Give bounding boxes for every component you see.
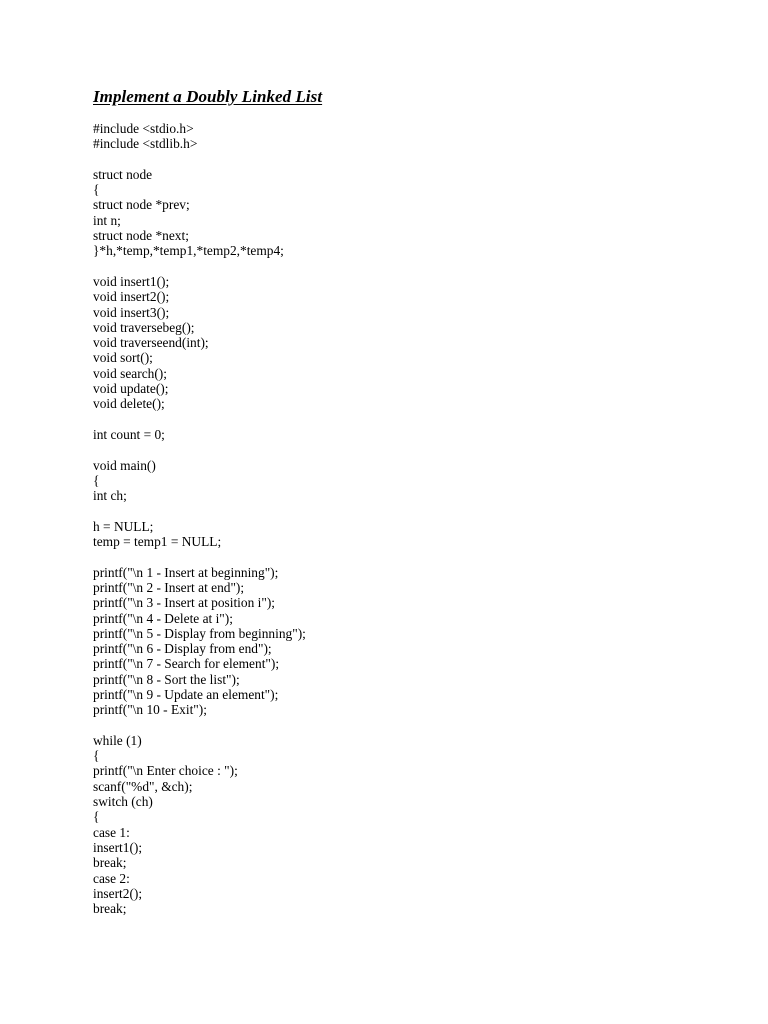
code-line: printf("\n 9 - Update an element"); [93,686,279,702]
code-line: break; [93,855,127,871]
code-line: void delete(); [93,396,165,412]
code-line: { [93,809,100,825]
code-line: void update(); [93,381,169,397]
code-line: printf("\n Enter choice : "); [93,763,238,779]
code-line: }*h,*temp,*temp1,*temp2,*temp4; [93,243,284,259]
code-line: struct node *prev; [93,197,190,213]
blank-line [93,259,306,274]
code-line: scanf("%d", &ch); [93,778,193,794]
code-line: printf("\n 6 - Display from end"); [93,641,272,657]
code-line: printf("\n 4 - Delete at i"); [93,610,233,626]
code-line: void sort(); [93,350,153,366]
code-line: printf("\n 8 - Sort the list"); [93,671,240,687]
code-line: printf("\n 1 - Insert at beginning"); [93,564,279,580]
code-line: void insert3(); [93,304,170,320]
blank-line [93,412,306,427]
code-line: struct node [93,166,153,182]
code-line: void insert1(); [93,273,170,289]
code-line: int count = 0; [93,426,165,442]
code-line: { [93,748,100,764]
code-line: case 1: [93,824,130,840]
blank-line [93,152,306,167]
blank-line [93,503,306,518]
code-block [93,121,306,916]
code-line: printf("\n 3 - Insert at position i"); [93,595,276,611]
blank-line [93,718,306,733]
code-line: { [93,472,100,488]
code-line: printf("\n 10 - Exit"); [93,702,207,718]
document-title: Implement a Doubly Linked List [93,87,323,106]
code-line: insert2(); [93,885,143,901]
code-line: void traversebeg(); [93,319,195,335]
code-line: void traverseend(int); [93,335,209,351]
code-line: case 2: [93,870,130,886]
code-line: while (1) [93,732,142,748]
code-line: #include <stdio.h> [93,121,194,136]
code-line: void search(); [93,365,167,381]
code-line: h = NULL; [93,518,154,534]
code-line: printf("\n 5 - Display from beginning"); [93,625,306,641]
code-line: temp = temp1 = NULL; [93,534,222,550]
code-line: switch (ch) [93,794,153,810]
code-line: void insert2(); [93,289,170,305]
code-line: printf("\n 2 - Insert at end"); [93,579,245,595]
code-line: struct node *next; [93,228,189,244]
code-line: { [93,182,100,198]
code-line: int n; [93,212,121,228]
blank-line [93,442,306,457]
code-line: void main() [93,457,156,473]
code-line: printf("\n 7 - Search for element"); [93,656,280,672]
code-line: int ch; [93,488,127,504]
blank-line [93,549,306,564]
code-line: break; [93,901,127,917]
code-line: insert1(); [93,839,143,855]
code-line: #include <stdlib.h> [93,136,198,152]
